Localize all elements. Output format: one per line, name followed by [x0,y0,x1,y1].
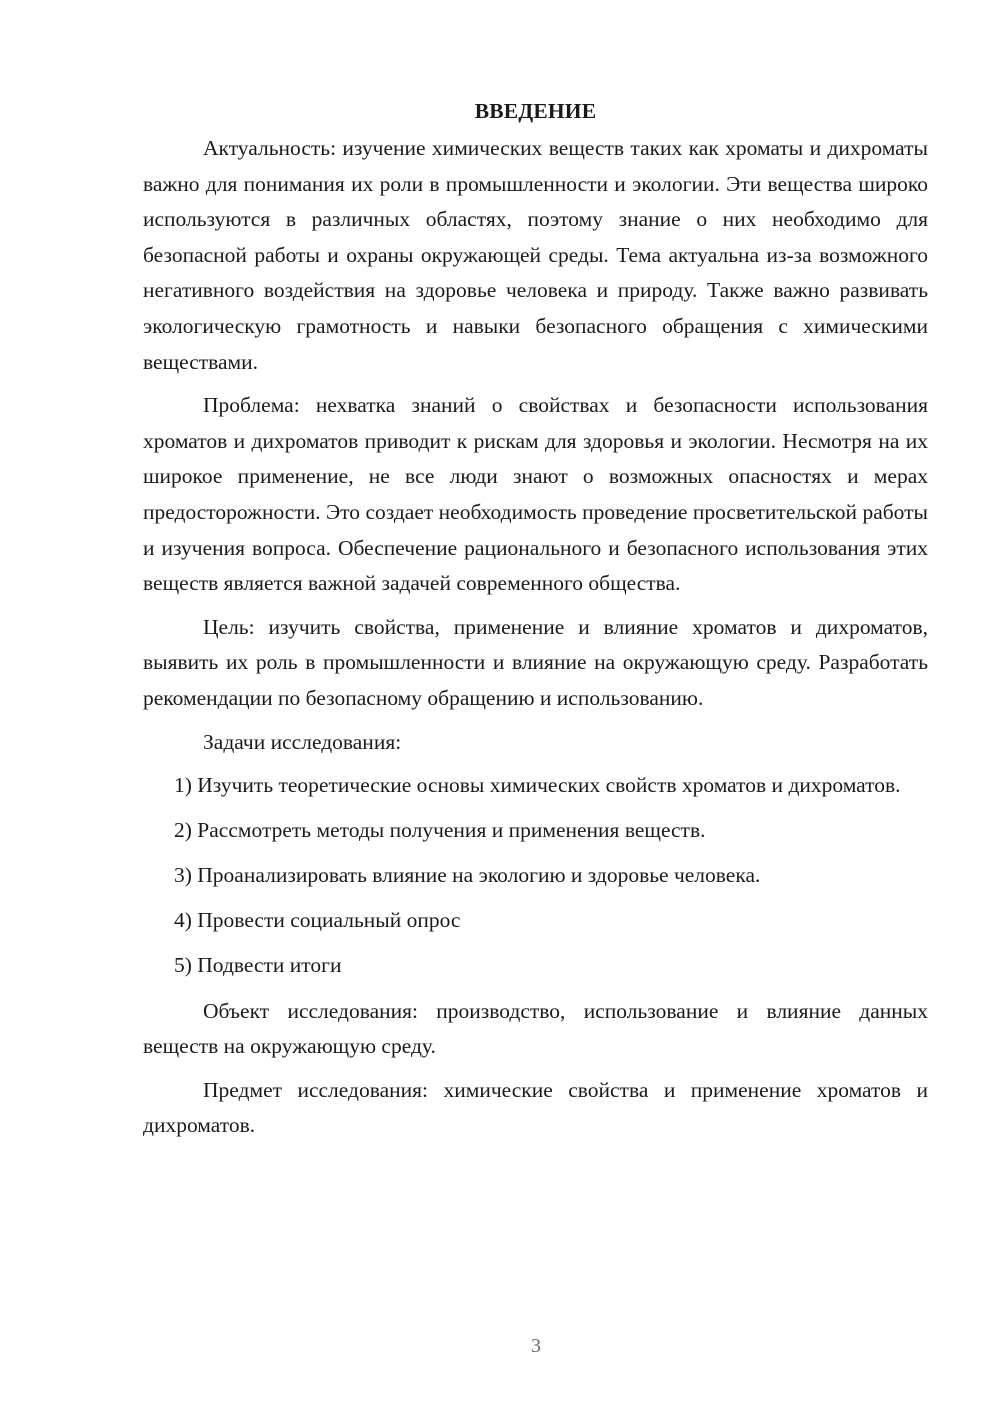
subject-paragraph: Предмет исследования: химические свойства и применение хроматов и дихроматов. [143,1077,928,1138]
relevance-paragraph: Актуальность: изучение химических веществ таких как хроматы и дихроматы важно для понимания их роли в промышленности и экологии. Эти вещества широко используются в различных областях, поэтому знание о них необходимо для безопасной работы и охраны окружающей среды. Тема актуальна из-за возможного негативного воздействия на здоровье человека и природу. Также важно развивать экологическую грамотность и навыки безопасного обращения с химическими веществами. [143,136,928,374]
task-item-3: 3) Проанализировать влияние на экологию и здоровье человека. [174,863,761,888]
document-title: ВВЕДЕНИЕ [474,99,597,123]
goal-paragraph: Цель: изучить свойства, применение и влияние хроматов и дихроматов, выявить их роль в промышленности и влияние на окружающую среду. Разработать рекомендации по безопасному обращению и использованию. [143,614,928,710]
page-number: 3 [531,1335,541,1357]
problem-paragraph: Проблема: нехватка знаний о свойствах и безопасности использования хроматов и дихроматов приводит к рискам для здоровья и экологии. Несмотря на их широкое применение, не все люди знают о возможных опасностях и мерах предосторожности. Это создает необходимость проведение просветительской работы и изучения вопроса. Обеспечение рационального и безопасного использования этих веществ является важной задачей современного общества. [143,393,928,596]
tasks-list [143,768,928,984]
task-item-2: 2) Рассмотреть методы получения и применения веществ. [174,818,706,843]
task-item-1: 1) Изучить теоретические основы химических свойств хроматов и дихроматов. [174,773,901,798]
object-paragraph: Объект исследования: производство, использование и влияние данных веществ на окружающую среду. [143,998,928,1059]
task-item-5: 5) Подвести итоги [174,953,342,978]
document-page [143,93,928,1152]
task-item-4: 4) Провести социальный опрос [174,908,461,933]
tasks-heading: Задачи исследования: [203,729,402,754]
